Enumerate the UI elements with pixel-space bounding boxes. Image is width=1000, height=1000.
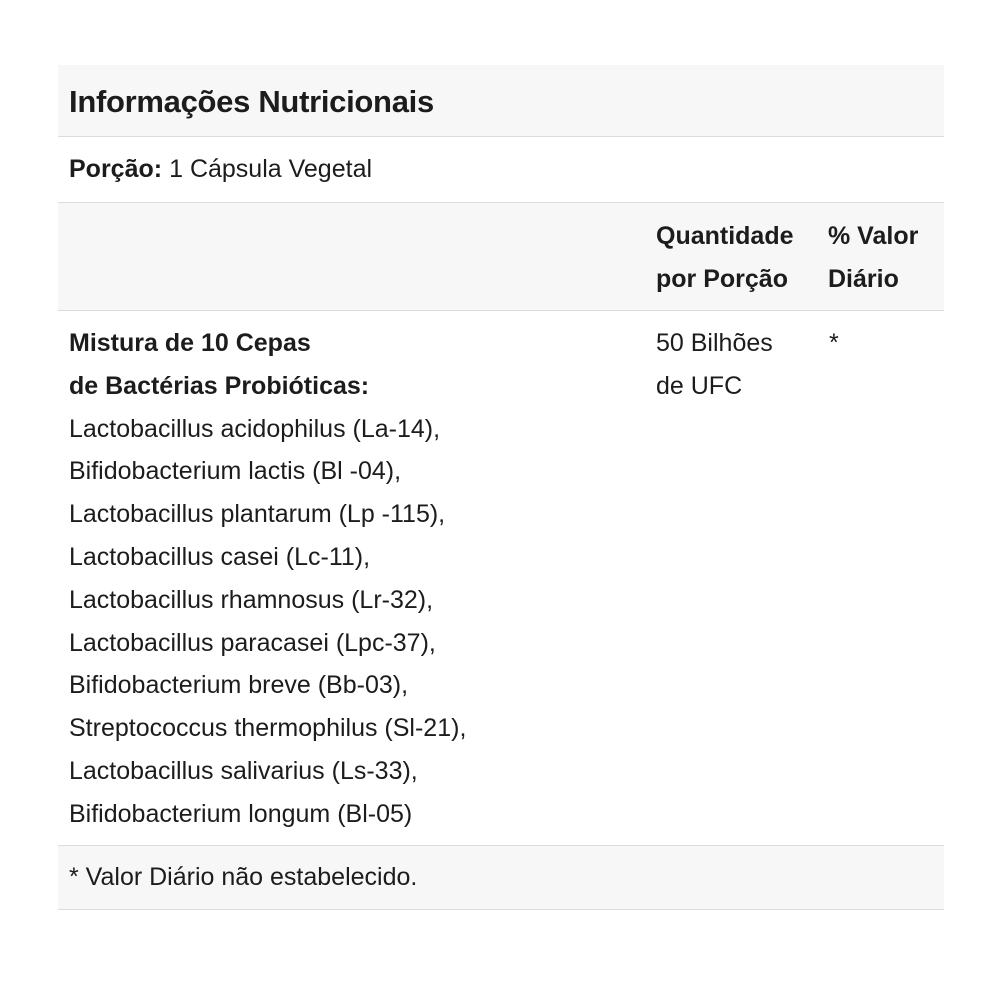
daily-value-column-header xyxy=(828,215,940,301)
strain-item: Bifidobacterium breve (Bb-03), xyxy=(69,671,409,700)
strain-item: Lactobacillus acidophilus (La-14), xyxy=(69,414,441,443)
nutrition-facts-panel xyxy=(58,65,944,910)
quantity-header-line1: Quantidade xyxy=(656,222,794,250)
footnote-row xyxy=(58,846,944,910)
footnote-text: * Valor Diário não estabelecido. xyxy=(69,863,418,891)
column-header-row xyxy=(58,203,944,311)
strain-item: Lactobacillus salivarius (Ls-33), xyxy=(69,756,418,785)
ingredient-list xyxy=(69,322,629,836)
blend-name-line2: de Bactérias Probióticas: xyxy=(69,371,370,400)
strain-item: Lactobacillus plantarum (Lp -115), xyxy=(69,500,446,529)
blend-daily-value: * xyxy=(829,329,839,357)
amount-line1: 50 Bilhões xyxy=(656,329,773,357)
panel-header xyxy=(58,65,944,137)
strain-item: Lactobacillus paracasei (Lpc-37), xyxy=(69,628,436,657)
blend-amount xyxy=(656,322,816,408)
portion-row xyxy=(58,137,944,203)
panel-title: Informações Nutricionais xyxy=(69,83,434,119)
quantity-header-line2: por Porção xyxy=(656,265,788,293)
strain-item: Lactobacillus rhamnosus (Lr-32), xyxy=(69,585,434,614)
blend-name-line1: Mistura de 10 Cepas xyxy=(69,329,311,357)
daily-value-header-line2: Diário xyxy=(828,265,899,293)
probiotic-blend-row xyxy=(58,311,944,846)
strain-item: Lactobacillus casei (Lc-11), xyxy=(69,542,371,571)
amount-line2: de UFC xyxy=(656,371,743,400)
quantity-column-header xyxy=(656,215,821,301)
strain-item: Bifidobacterium longum (Bl-05) xyxy=(69,799,413,828)
daily-value-header-line1: % Valor xyxy=(828,222,919,250)
portion-value: 1 Cápsula Vegetal xyxy=(169,155,373,183)
strain-item: Streptococcus thermophilus (Sl-21), xyxy=(69,714,467,743)
strain-item: Bifidobacterium lactis (Bl -04), xyxy=(69,457,402,486)
portion-label: Porção: xyxy=(69,155,163,183)
